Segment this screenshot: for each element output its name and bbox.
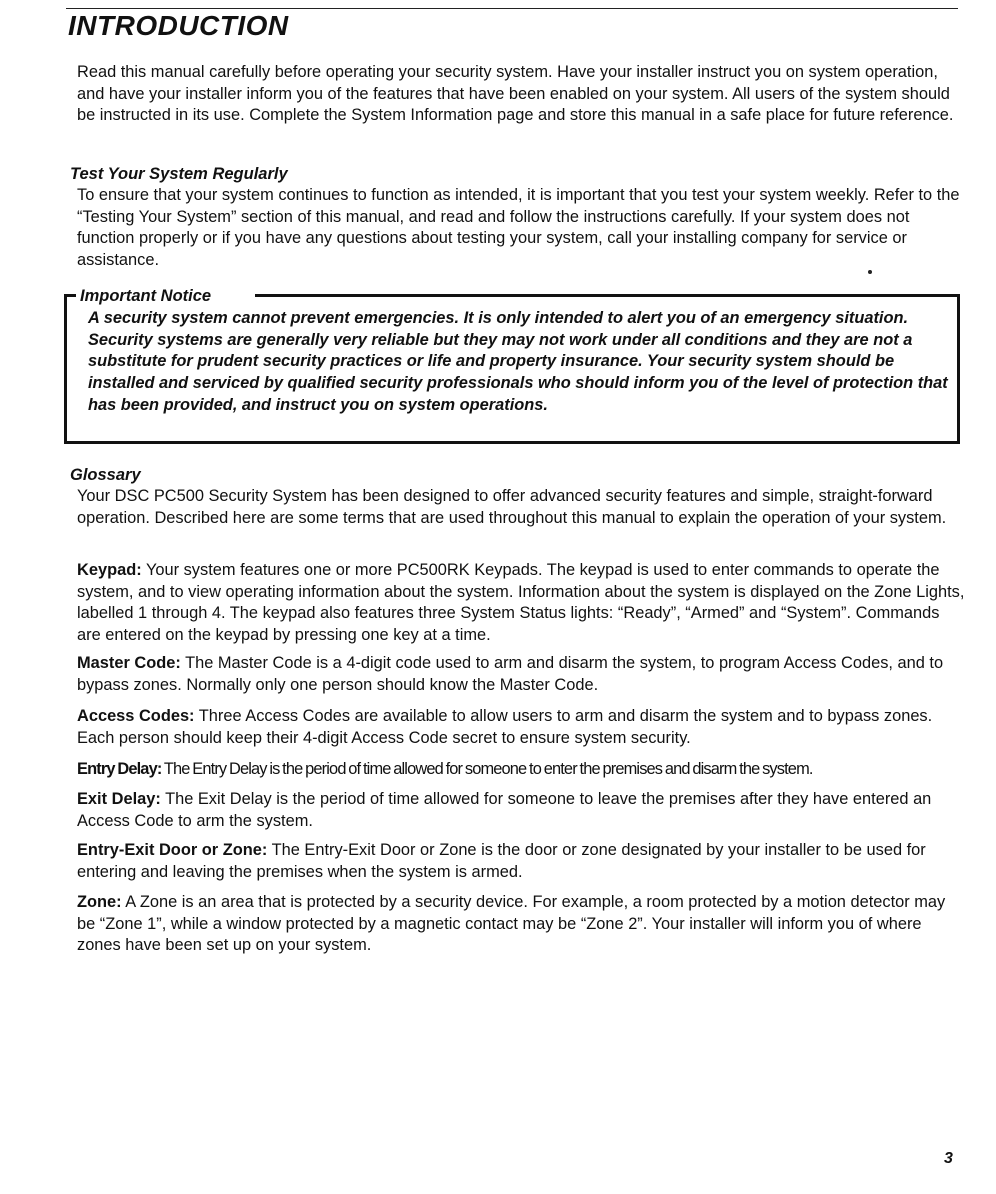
glossary-term: Keypad: bbox=[77, 561, 142, 579]
intro-paragraph: Read this manual carefully before operating your security system. Have your installer instruct you on system operation, and have your installer inform you of the features that have been enabled on your system. All users of the system should be instructed in its use. Complete the System Information page and store this manual in a safe place for future reference. bbox=[77, 63, 954, 124]
glossary-term: Entry Delay: bbox=[77, 760, 162, 778]
stray-dot bbox=[868, 270, 872, 274]
test-system-heading: Test Your System Regularly bbox=[70, 165, 288, 183]
glossary-entry-master-code bbox=[77, 653, 965, 696]
glossary-entry-zone bbox=[77, 892, 965, 957]
glossary-entry-access-codes bbox=[77, 706, 965, 749]
glossary-heading: Glossary bbox=[70, 466, 141, 484]
glossary-definition: The Master Code is a 4-digit code used to arm and disarm the system, to program Access Codes, and to bypass zones. Normally only one person should know the Master Code. bbox=[77, 654, 944, 694]
glossary-entry-exit-delay bbox=[77, 789, 965, 832]
glossary-intro: Your DSC PC500 Security System has been designed to offer advanced security features and simple, straight-forward operation. Described here are some terms that are used throughout this manual to explain the operation of your system. bbox=[77, 487, 947, 527]
glossary-entry-keypad bbox=[77, 560, 965, 646]
page-title: INTRODUCTION bbox=[68, 10, 289, 41]
important-notice-heading: Important Notice bbox=[80, 287, 212, 305]
glossary-term: Exit Delay: bbox=[77, 790, 161, 808]
glossary-term: Access Codes: bbox=[77, 707, 195, 725]
glossary-definition: The Exit Delay is the period of time allowed for someone to leave the premises after they have entered an Access Code to arm the system. bbox=[77, 790, 932, 830]
glossary-definition: The Entry-Exit Door or Zone is the door or zone designated by your installer to be used for entering and leaving the premises when the system is armed. bbox=[77, 841, 926, 881]
glossary-definition: A Zone is an area that is protected by a security device. For example, a room protected by a motion detector may be “Zone 1”, while a window protected by a magnetic contact may be “Zone 2”. Your installer will inform you of where zones have been set up on your system. bbox=[77, 893, 946, 954]
glossary-term: Entry-Exit Door or Zone: bbox=[77, 841, 268, 859]
glossary-definition: The Entry Delay is the period of time allowed for someone to enter the premises and disarm the system. bbox=[163, 760, 813, 778]
important-notice-text: A security system cannot prevent emergencies. It is only intended to alert you of an emergency situation. Security systems are generally very reliable but they may not work under all conditions and they are not a substitute for prudent security practices or life and property insurance. Your security system should be installed and serviced by qualified security professionals who should inform you of the level of protection that has been provided, and instruct you on system operations. bbox=[88, 309, 948, 414]
page-number: 3 bbox=[944, 1150, 953, 1167]
glossary-definition: Your system features one or more PC500RK Keypads. The keypad is used to enter commands to operate the system, and to view operating information about the system. Information about the system is displayed on the Zone Lights, labelled 1 through 4. The keypad also features three System Status lights: “Ready”, “Armed” and “System”. Commands are entered on the keypad by pressing one key at a time. bbox=[77, 561, 965, 644]
glossary-entry-entry-exit-door bbox=[77, 840, 965, 883]
test-system-paragraph: To ensure that your system continues to function as intended, it is important that you test your system weekly. Refer to the “Testing Your System” section of this manual, and read and follow the instructions carefully. If your system does not function properly or if you have any questions about testing your system, call your installing company for service or assistance. bbox=[77, 186, 960, 269]
glossary-definition: Three Access Codes are available to allow users to arm and disarm the system and to bypass zones. Each person should keep their 4-digit Access Code secret to ensure system security. bbox=[77, 707, 933, 747]
glossary-term: Master Code: bbox=[77, 654, 181, 672]
glossary-term: Zone: bbox=[77, 893, 122, 911]
glossary-entry-entry-delay bbox=[77, 759, 965, 781]
